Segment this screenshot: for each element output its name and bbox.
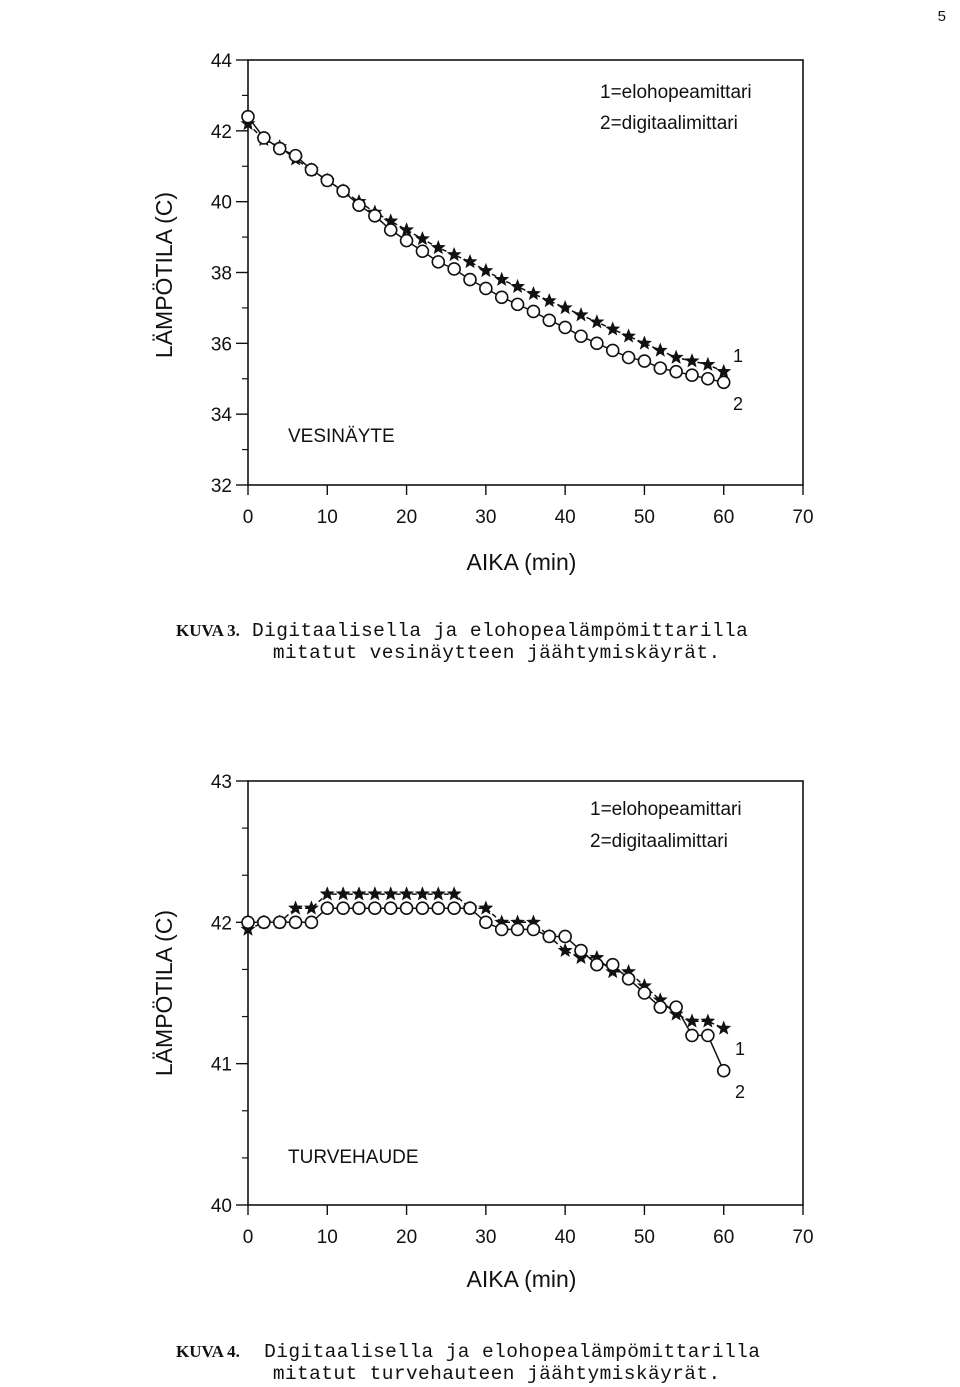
chart-2-series-1-point <box>384 887 397 900</box>
chart-1-x-tick-label: 10 <box>316 507 338 528</box>
chart-2-series-2-point <box>718 1065 730 1077</box>
chart-1-y-tick-label: 36 <box>210 334 232 356</box>
chart-1-series-2-point <box>464 274 476 286</box>
chart-1-series-1-point <box>416 232 429 245</box>
chart-1-series-2-point <box>512 298 524 310</box>
chart-1-legend-entry-1: 1=elohopeamittari <box>600 82 752 103</box>
chart-2-series-2-point <box>496 923 508 935</box>
chart-1-series-2-line <box>248 117 724 383</box>
chart-2-series-2-point <box>480 916 492 928</box>
chart-2-series-2-point <box>353 902 365 914</box>
chart-2-series-2-point <box>337 902 349 914</box>
chart-1-series-1-point <box>574 308 587 321</box>
chart-2-series-2-point <box>543 930 555 942</box>
chart-2-series-2-point <box>448 902 460 914</box>
chart-1-series-1-point <box>448 248 461 261</box>
chart-1-series-1-point <box>701 358 714 371</box>
chart-1-series-1-point <box>495 273 508 286</box>
chart-2-series-2-point <box>274 916 286 928</box>
chart-1-series-1-point <box>463 255 476 268</box>
chart-2-series-2-point <box>512 923 524 935</box>
chart-2-series-2-point <box>527 923 539 935</box>
chart-2-x-tick-label: 30 <box>475 1227 497 1248</box>
chart-2-series-2-point <box>654 1001 666 1013</box>
chart-1-series-2-point <box>591 337 603 349</box>
caption-3-line2: mitatut vesinäytteen jäähtymiskäyrät. <box>272 642 721 664</box>
chart-2-series-2-point <box>369 902 381 914</box>
chart-1-y-tick-label: 34 <box>210 405 232 427</box>
chart-2-series-1-point <box>368 887 381 900</box>
chart-2-series-1-point <box>337 887 350 900</box>
chart-2-series-2-point <box>385 902 397 914</box>
chart-2-annotation: TURVEHAUDE <box>288 1147 419 1168</box>
chart-2-series-1-point <box>432 887 445 900</box>
chart-1-series-1-point <box>400 223 413 236</box>
chart-1-series-1-point <box>543 294 556 307</box>
chart-1-series-1-point <box>432 241 445 254</box>
chart-2-series-1-point <box>717 1021 730 1034</box>
chart-1-series-1-point <box>479 264 492 277</box>
caption-3-line1: Digitaalisella ja elohopealämpömittarilla <box>252 620 749 642</box>
chart-1-series-1-point <box>559 301 572 314</box>
chart-2-series-2-point <box>290 916 302 928</box>
chart-1-series-1-point <box>590 315 603 328</box>
chart-1-series-1-point <box>717 365 730 378</box>
caption-3-label: KUVA 3. <box>176 621 240 640</box>
chart-2-x-tick-label: 60 <box>713 1227 735 1248</box>
chart-2-legend-entry-2: 2=digitaalimittari <box>590 831 728 852</box>
chart-1-y-tick-label: 38 <box>210 263 232 285</box>
chart-1-series-2-point <box>305 164 317 176</box>
chart-1-series-2-point <box>496 291 508 303</box>
chart-2-svg <box>0 755 960 1300</box>
chart-2-series-2-point <box>321 902 333 914</box>
chart-2-series-2-point <box>305 916 317 928</box>
chart-1-series-1-line <box>248 124 724 372</box>
chart-2-series-2-point <box>258 916 270 928</box>
chart-1-x-axis-label: AIKA (min) <box>466 549 577 575</box>
chart-1-series-2-point <box>527 305 539 317</box>
chart-2-series-1-point <box>479 901 492 914</box>
chart-1-series-2-point <box>385 224 397 236</box>
chart-1-series-2-point <box>242 111 254 123</box>
chart-1-x-tick-label: 0 <box>242 507 254 528</box>
chart-2-series-2-point <box>464 902 476 914</box>
chart-1-series-1-point <box>638 336 651 349</box>
caption-figure-4 <box>176 1341 760 1385</box>
chart-1-series-2-point <box>718 376 730 388</box>
chart-2-series-2-point <box>686 1029 698 1041</box>
chart-1-series-2-point <box>258 132 270 144</box>
chart-1-series-2-point <box>448 263 460 275</box>
chart-2-series-2-point <box>702 1029 714 1041</box>
chart-1-series-2-point <box>686 369 698 381</box>
chart-1-x-tick-label: 40 <box>554 507 576 528</box>
chart-1-series-2-point <box>274 143 286 155</box>
chart-1-series-2-point <box>290 150 302 162</box>
chart-2-y-axis-label: LÄMPÖTILA (C) <box>151 909 177 1077</box>
chart-2-series-end-label-1: 1 <box>735 1039 746 1059</box>
chart-2-x-axis-label: AIKA (min) <box>466 1266 577 1292</box>
chart-2-series-2-point <box>242 916 254 928</box>
chart-2-y-tick-label: 42 <box>210 913 232 935</box>
chart-1-series-2-point <box>543 314 555 326</box>
chart-2-series-2-point <box>575 945 587 957</box>
chart-1-series-2-point <box>321 174 333 186</box>
chart-2-legend-entry-1: 1=elohopeamittari <box>590 799 742 820</box>
chart-1-series-2-point <box>575 330 587 342</box>
chart-1-x-tick-label: 70 <box>792 507 814 528</box>
chart-2-y-tick-label: 41 <box>210 1054 232 1076</box>
chart-2-x-tick-label: 70 <box>792 1227 814 1248</box>
chart-2-series-2-point <box>591 959 603 971</box>
chart-2-series-2-point <box>401 902 413 914</box>
page-number: 5 <box>937 8 946 25</box>
chart-2-series-1-line <box>248 894 724 1028</box>
chart-1-x-tick-label: 30 <box>475 507 497 528</box>
chart-1-series-2-point <box>670 366 682 378</box>
chart-1-series-1-point <box>511 280 524 293</box>
chart-1-series-end-label-1: 1 <box>733 346 744 366</box>
chart-2-series-2-point <box>432 902 444 914</box>
chart-2-x-tick-label: 10 <box>316 1227 338 1248</box>
chart-1-y-tick-label: 42 <box>210 121 232 143</box>
chart-1-series-2-point <box>702 373 714 385</box>
chart-1-y-axis-label: LÄMPÖTILA (C) <box>151 191 177 359</box>
chart-2-series-2-point <box>559 930 571 942</box>
chart-2-series-1-point <box>321 887 334 900</box>
chart-2-series-2-point <box>670 1001 682 1013</box>
chart-1-series-1-point <box>670 351 683 364</box>
chart-2-x-tick-label: 50 <box>633 1227 655 1248</box>
chart-1-legend-entry-2: 2=digitaalimittari <box>600 113 738 134</box>
chart-2-x-tick-label: 0 <box>242 1227 254 1248</box>
chart-2-series-2-line <box>248 908 724 1070</box>
chart-2-series-end-label-2: 2 <box>735 1082 746 1102</box>
chart-1-series-end-label-2: 2 <box>733 394 744 414</box>
chart-2-series-1-point <box>352 887 365 900</box>
chart-2-series-1-point <box>400 887 413 900</box>
caption-figure-3 <box>176 620 748 664</box>
chart-2-series-1-point <box>416 887 429 900</box>
chart-2-series-2-point <box>607 959 619 971</box>
chart-1-y-tick-label: 32 <box>210 476 232 497</box>
chart-2-series-1-point <box>701 1014 714 1027</box>
chart-2-series-1-point <box>305 901 318 914</box>
chart-1-annotation: VESINÄYTE <box>288 426 395 447</box>
chart-1-series-2-point <box>432 256 444 268</box>
caption-4-label: KUVA 4. <box>176 1342 240 1361</box>
chart-1-series-2-point <box>369 210 381 222</box>
chart-1-series-2-point <box>623 352 635 364</box>
chart-1-series-2-point <box>559 321 571 333</box>
chart-1-series-2-point <box>654 362 666 374</box>
chart-1-series-1-point <box>622 329 635 342</box>
chart-1-series-1-point <box>527 287 540 300</box>
chart-2-x-tick-label: 40 <box>554 1227 576 1248</box>
chart-1-series-2-point <box>401 235 413 247</box>
chart-2-y-tick-label: 43 <box>210 772 232 793</box>
chart-1-series-2-point <box>337 185 349 197</box>
chart-1-series-1-point <box>654 343 667 356</box>
chart-2-series-2-point <box>416 902 428 914</box>
chart-1-x-tick-label: 20 <box>396 507 418 528</box>
chart-water-sample <box>0 30 960 600</box>
chart-1-x-tick-label: 50 <box>633 507 655 528</box>
chart-1-series-2-point <box>607 344 619 356</box>
chart-1-series-1-point <box>685 354 698 367</box>
chart-2-series-1-point <box>685 1014 698 1027</box>
caption-4-line2: mitatut turvehauteen jäähtymiskäyrät. <box>272 1363 721 1385</box>
chart-2-x-tick-label: 20 <box>396 1227 418 1248</box>
chart-1-x-tick-label: 60 <box>713 507 735 528</box>
chart-1-y-tick-label: 44 <box>210 51 232 72</box>
chart-1-series-2-point <box>416 245 428 257</box>
chart-2-series-2-point <box>638 987 650 999</box>
chart-2-y-tick-label: 40 <box>210 1196 232 1217</box>
chart-2-series-2-point <box>623 973 635 985</box>
chart-1-series-2-point <box>480 282 492 294</box>
chart-1-series-1-point <box>606 322 619 335</box>
chart-1-series-2-point <box>353 199 365 211</box>
chart-1-y-tick-label: 40 <box>210 192 232 214</box>
caption-4-line1: Digitaalisella ja elohopealämpömittarilla <box>264 1341 761 1363</box>
chart-1-svg <box>0 30 960 600</box>
chart-peat-bath <box>0 755 960 1300</box>
chart-1-series-2-point <box>638 355 650 367</box>
